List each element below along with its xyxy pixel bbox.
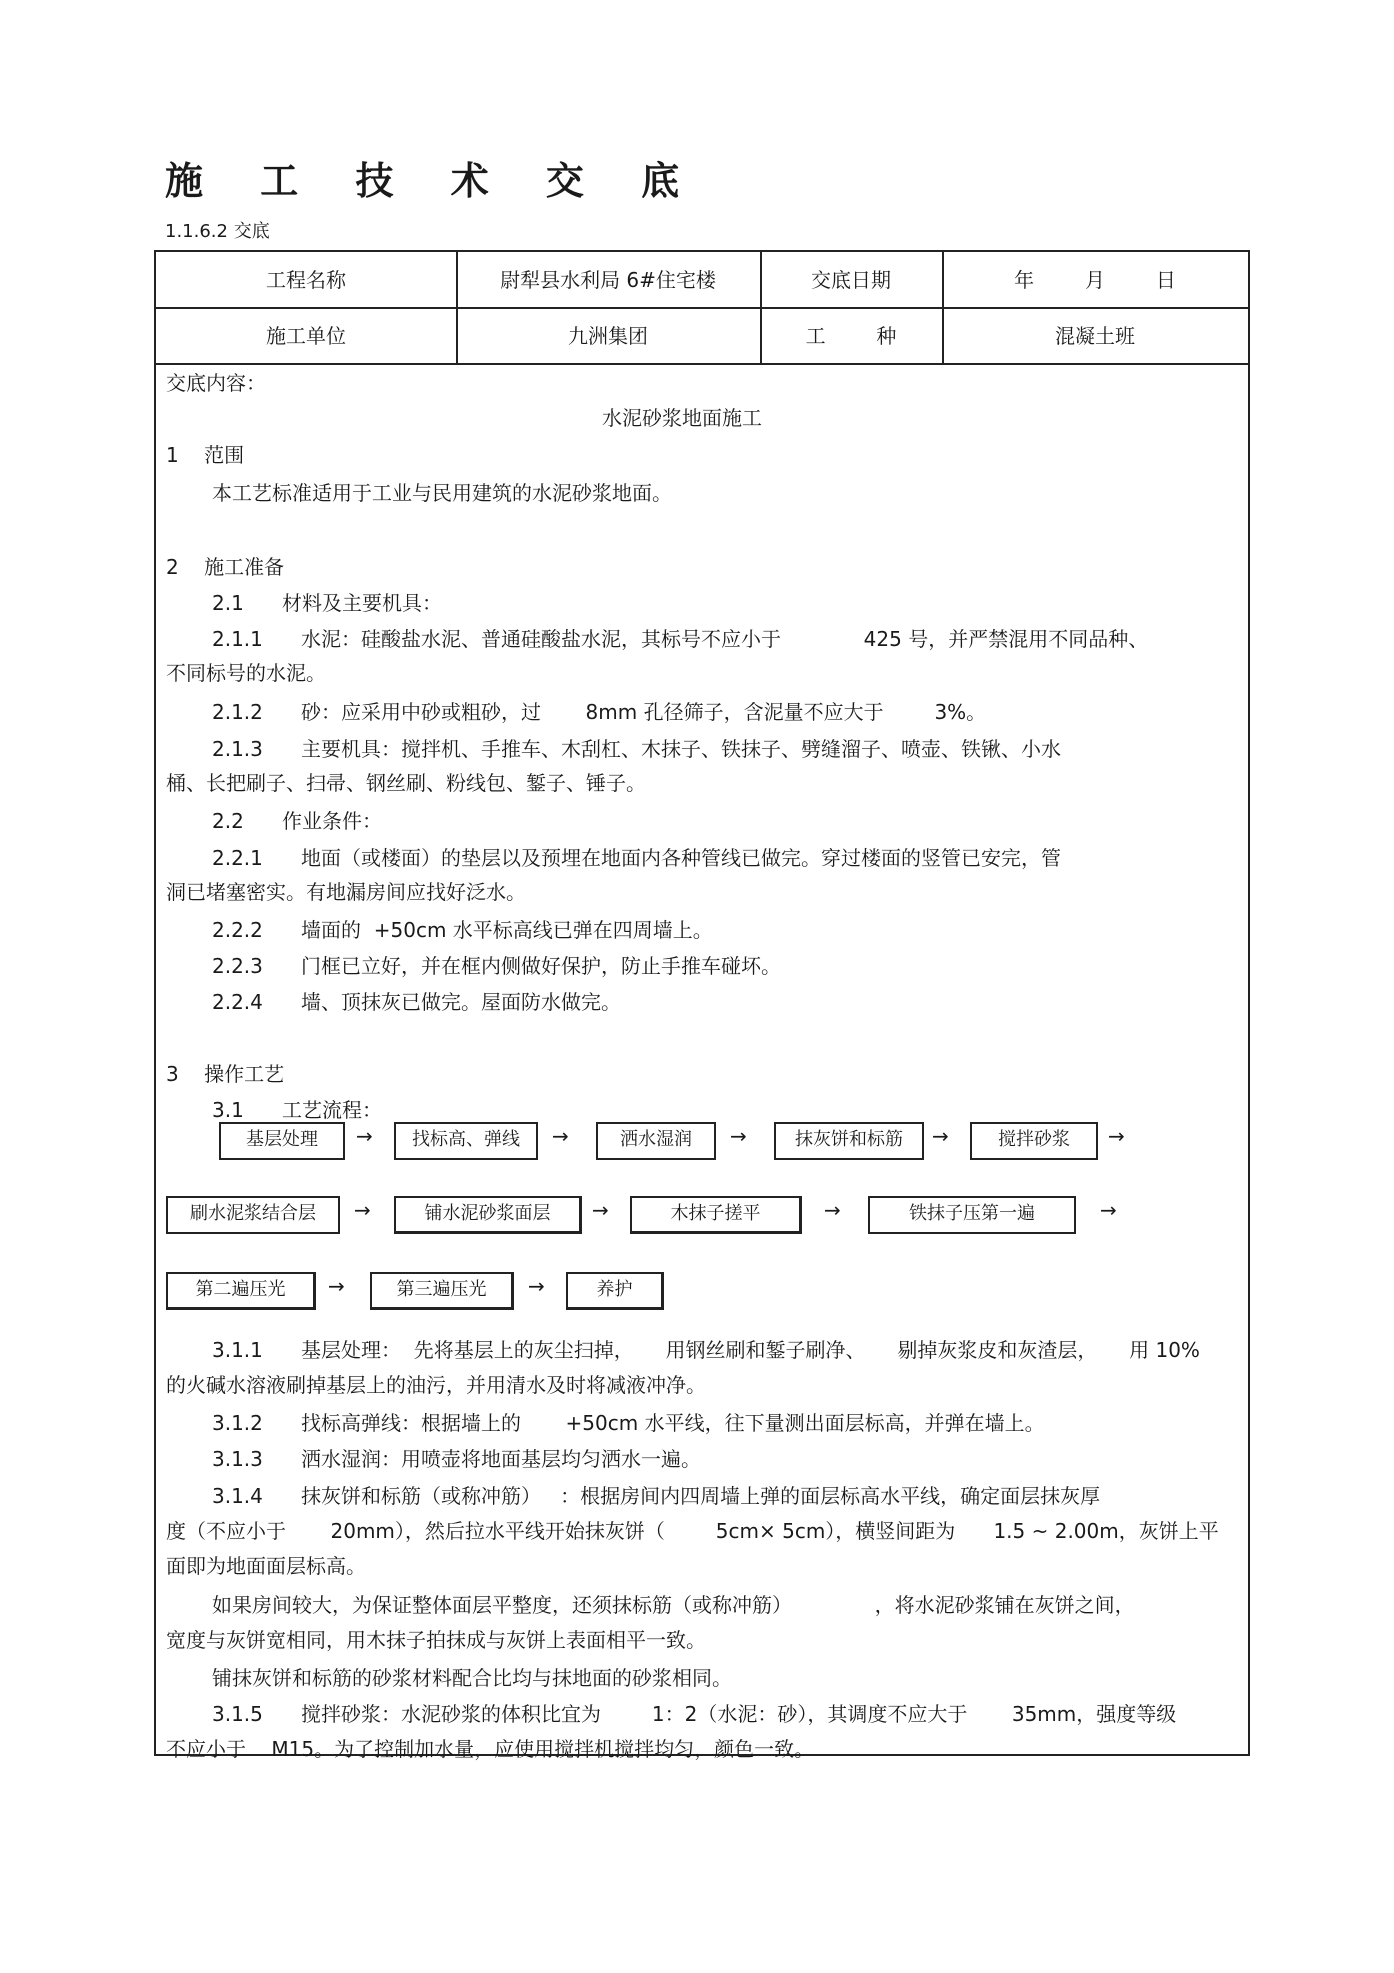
paragraph-large-room-line2: 宽度与灰饼宽相同，用木抹子拍抹成与灰饼上表面相平一致。 bbox=[166, 1628, 706, 1652]
project-name-value: 尉犁县水利局 6#住宅楼 bbox=[500, 268, 716, 292]
flow-step: 找标高、弹线 bbox=[394, 1122, 538, 1160]
flow-arrow: → bbox=[528, 1274, 545, 1298]
section-2-2-4: 2.2.4 墙、顶抹灰已做完。屋面防水做完。 bbox=[212, 990, 622, 1014]
section-2-2: 2.2 作业条件： bbox=[212, 809, 382, 833]
section-2-1-3-line2: 桶、长把刷子、扫帚、钢丝刷、粉线包、錾子、锤子。 bbox=[166, 771, 646, 795]
flow-step: 第三遍压光 bbox=[370, 1272, 514, 1310]
section-3-1-3: 3.1.3 洒水湿润：用喷壶将地面基层均匀洒水一遍。 bbox=[212, 1447, 702, 1471]
section-2-1-2: 2.1.2 砂：应采用中砂或粗砂，过 8mm 孔径筛子，含泥量不应大于 3%。 bbox=[212, 700, 987, 724]
flow-step: 铺水泥砂浆面层 bbox=[394, 1196, 582, 1234]
unit-label: 施工单位 bbox=[266, 324, 346, 348]
section-3-1-1-line1: 3.1.1 基层处理： 先将基层上的灰尘扫掉， 用钢丝刷和錾子刷净、 剔掉灰浆皮和灰渣层， 用 10% bbox=[212, 1338, 1200, 1362]
section-3-1-2: 3.1.2 找标高弹线：根据墙上的 +50cm 水平线，往下量测出面层标高，并弹在墙上。 bbox=[212, 1411, 1045, 1435]
flow-arrow: → bbox=[730, 1124, 747, 1148]
date-value: 年 月 日 bbox=[1014, 268, 1176, 292]
flow-step: 洒水湿润 bbox=[596, 1122, 716, 1160]
section-2-2-1-line2: 洞已堵塞密实。有地漏房间应找好泛水。 bbox=[166, 880, 526, 904]
section-2-1: 2.1 材料及主要机具： bbox=[212, 591, 442, 615]
section-1-heading: 1 范围 bbox=[166, 443, 245, 467]
flow-step: 第二遍压光 bbox=[166, 1272, 316, 1310]
flow-step: 刷水泥浆结合层 bbox=[166, 1196, 340, 1234]
document-subtitle: 1.1.6.2 交底 bbox=[165, 221, 270, 242]
flow-arrow: → bbox=[552, 1124, 569, 1148]
section-3-1-5-line2: 不应小于 M15。为了控制加水量，应使用搅拌机搅拌均匀，颜色一致。 bbox=[166, 1737, 815, 1761]
section-2-heading: 2 施工准备 bbox=[166, 555, 285, 579]
flow-arrow: → bbox=[932, 1124, 949, 1148]
flow-arrow: → bbox=[356, 1124, 373, 1148]
flow-step: 木抹子搓平 bbox=[630, 1196, 802, 1234]
date-label: 交底日期 bbox=[811, 268, 891, 292]
paragraph-large-room-line1: 如果房间较大，为保证整体面层平整度，还须抹标筋（或称冲筋） ，将水泥砂浆铺在灰饼之间， bbox=[212, 1593, 1135, 1617]
document-title: 施 工 技 术 交 底 bbox=[165, 158, 702, 203]
flow-step: 基层处理 bbox=[219, 1122, 345, 1160]
section-2-2-1-line1: 2.2.1 地面（或楼面）的垫层以及预埋在地面内各种管线已做完。穿过楼面的竖管已安完，管 bbox=[212, 846, 1062, 870]
project-name-label: 工程名称 bbox=[266, 268, 346, 292]
section-3-1: 3.1 工艺流程： bbox=[212, 1098, 382, 1122]
section-2-2-2: 2.2.2 墙面的 +50cm 水平标高线已弹在四周墙上。 bbox=[212, 918, 713, 942]
section-3-1-4-line2: 度（不应小于 20mm），然后拉水平线开始抹灰饼（ 5cm× 5cm），横竖间距为 1.5 ~ 2.00m，灰饼上平 bbox=[166, 1519, 1219, 1543]
section-2-1-1-line1: 2.1.1 水泥：硅酸盐水泥、普通硅酸盐水泥，其标号不应小于 425 号，并严禁混用不同品种、 bbox=[212, 627, 1149, 651]
flow-arrow: → bbox=[1100, 1198, 1117, 1222]
flow-arrow: → bbox=[328, 1274, 345, 1298]
section-3-1-4-line3: 面即为地面面层标高。 bbox=[166, 1554, 366, 1578]
section-3-heading: 3 操作工艺 bbox=[166, 1062, 285, 1086]
content-label: 交底内容： bbox=[166, 371, 266, 395]
section-2-1-1-line2: 不同标号的水泥。 bbox=[166, 661, 326, 685]
section-3-1-1-line2: 的火碱水溶液刷掉基层上的油污，并用清水及时将减液冲净。 bbox=[166, 1373, 706, 1397]
flow-arrow: → bbox=[354, 1198, 371, 1222]
flow-arrow: → bbox=[1108, 1124, 1125, 1148]
briefing-table bbox=[154, 250, 1250, 1761]
section-2-2-3: 2.2.3 门框已立好，并在框内侧做好保护，防止手推车碰坏。 bbox=[212, 954, 782, 978]
section-3-1-5-line1: 3.1.5 搅拌砂浆：水泥砂浆的体积比宜为 1：2（水泥：砂），其调度不应大于 35mm，强度等级 bbox=[212, 1702, 1177, 1726]
flow-arrow: → bbox=[824, 1198, 841, 1222]
trade-label: 工 种 bbox=[805, 324, 897, 348]
flow-step: 养护 bbox=[566, 1272, 664, 1310]
flow-step: 搅拌砂浆 bbox=[970, 1122, 1098, 1160]
section-1-paragraph: 本工艺标准适用于工业与民用建筑的水泥砂浆地面。 bbox=[212, 481, 672, 505]
trade-value: 混凝土班 bbox=[1055, 324, 1135, 348]
unit-value: 九洲集团 bbox=[568, 324, 648, 348]
flow-step: 抹灰饼和标筋 bbox=[774, 1122, 924, 1160]
content-heading: 水泥砂浆地面施工 bbox=[602, 406, 762, 430]
flow-step: 铁抹子压第一遍 bbox=[868, 1196, 1076, 1234]
flow-arrow: → bbox=[592, 1198, 609, 1222]
paragraph-mix: 铺抹灰饼和标筋的砂浆材料配合比均与抹地面的砂浆相同。 bbox=[212, 1666, 732, 1690]
section-2-1-3-line1: 2.1.3 主要机具：搅拌机、手推车、木刮杠、木抹子、铁抹子、劈缝溜子、喷壶、铁锹、小水 bbox=[212, 737, 1062, 761]
section-3-1-4-line1: 3.1.4 抹灰饼和标筋（或称冲筋） ：根据房间内四周墙上弹的面层标高水平线，确定面层抹灰厚 bbox=[212, 1484, 1101, 1508]
